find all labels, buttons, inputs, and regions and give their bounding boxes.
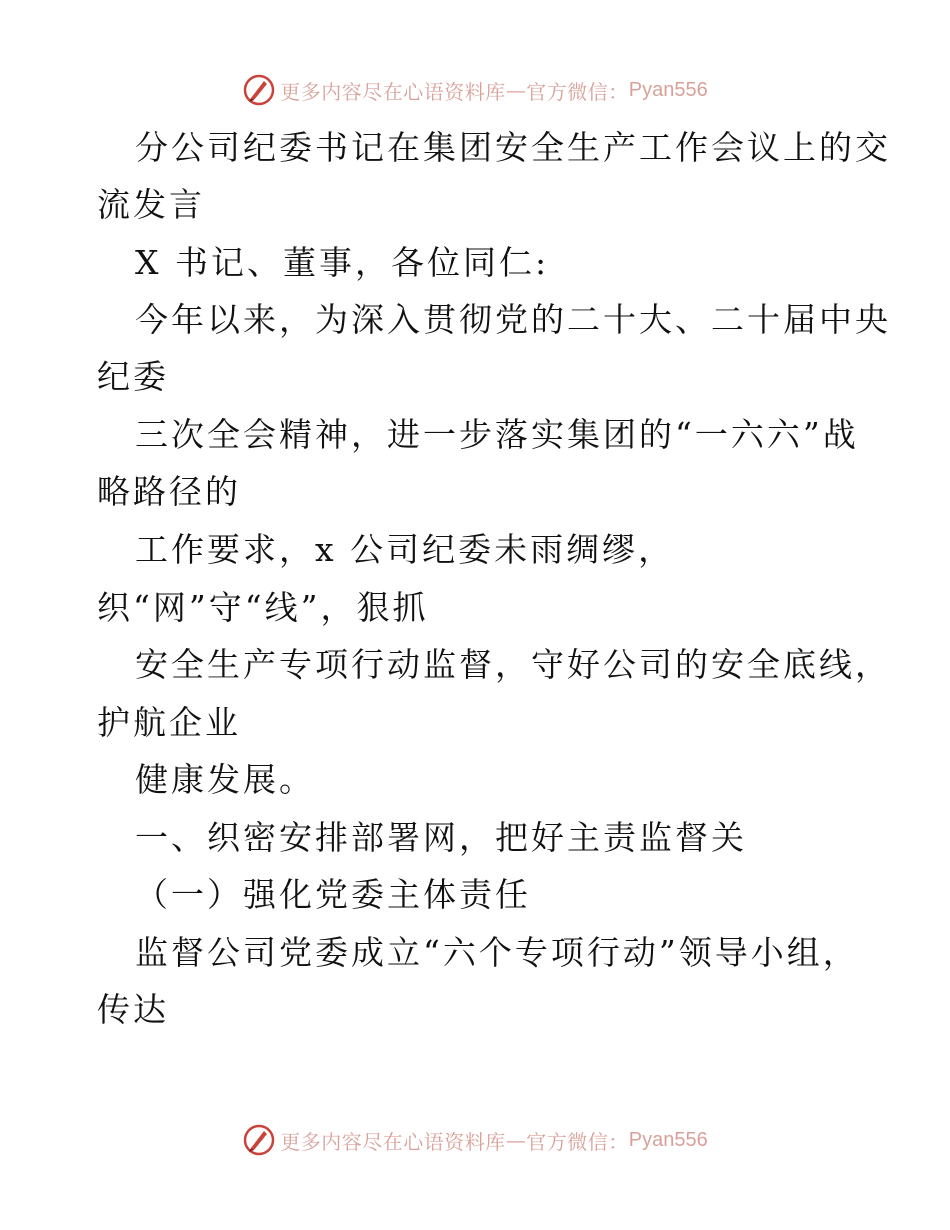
doc-paragraph-line: 纪委	[97, 357, 169, 396]
doc-salutation: X 书记、董事，各位同仁:	[135, 243, 550, 282]
doc-title-line-1: 分公司纪委书记在集团安全生产工作会议上的交	[135, 128, 891, 167]
doc-subsection-heading: （一）强化党委主体责任	[135, 875, 531, 914]
doc-paragraph-line: 工作要求，x 公司纪委未雨绸缪，	[135, 530, 675, 569]
watermark-text: 更多内容尽在心语资料库	[280, 79, 506, 104]
quill-pen-circle-icon	[242, 73, 276, 107]
watermark-text: 更多内容尽在心语资料库	[280, 1129, 506, 1154]
doc-paragraph-line: 护航企业	[97, 703, 241, 742]
doc-section-heading: 一、织密安排部署网，把好主责监督关	[135, 818, 747, 857]
watermark-separator: —	[505, 1128, 527, 1152]
header-watermark	[0, 70, 950, 110]
doc-paragraph-line: 监督公司党委成立“六个专项行动”领导小组，	[135, 933, 859, 972]
watermark-account: Pyan556	[628, 1128, 708, 1151]
footer-watermark	[0, 1120, 950, 1160]
watermark-official-label: 官方微信：	[526, 79, 629, 104]
doc-paragraph-line: 三次全会精神，进一步落实集团的“一六六”战	[135, 415, 859, 454]
doc-paragraph-line: 略路径的	[97, 472, 241, 511]
doc-paragraph-line: 传达	[97, 990, 169, 1029]
doc-paragraph-line: 安全生产专项行动监督，守好公司的安全底线，	[135, 645, 891, 684]
watermark-account: Pyan556	[628, 78, 708, 101]
doc-paragraph-line: 健康发展。	[135, 760, 315, 799]
quill-pen-circle-icon	[242, 1123, 276, 1157]
watermark-official-label: 官方微信：	[526, 1129, 629, 1154]
doc-paragraph-line: 今年以来，为深入贯彻党的二十大、二十届中央	[135, 300, 891, 339]
doc-title-line-2: 流发言	[97, 185, 205, 224]
doc-paragraph-line: 织“网”守“线”，狠抓	[97, 588, 429, 627]
watermark-separator: —	[505, 78, 527, 102]
